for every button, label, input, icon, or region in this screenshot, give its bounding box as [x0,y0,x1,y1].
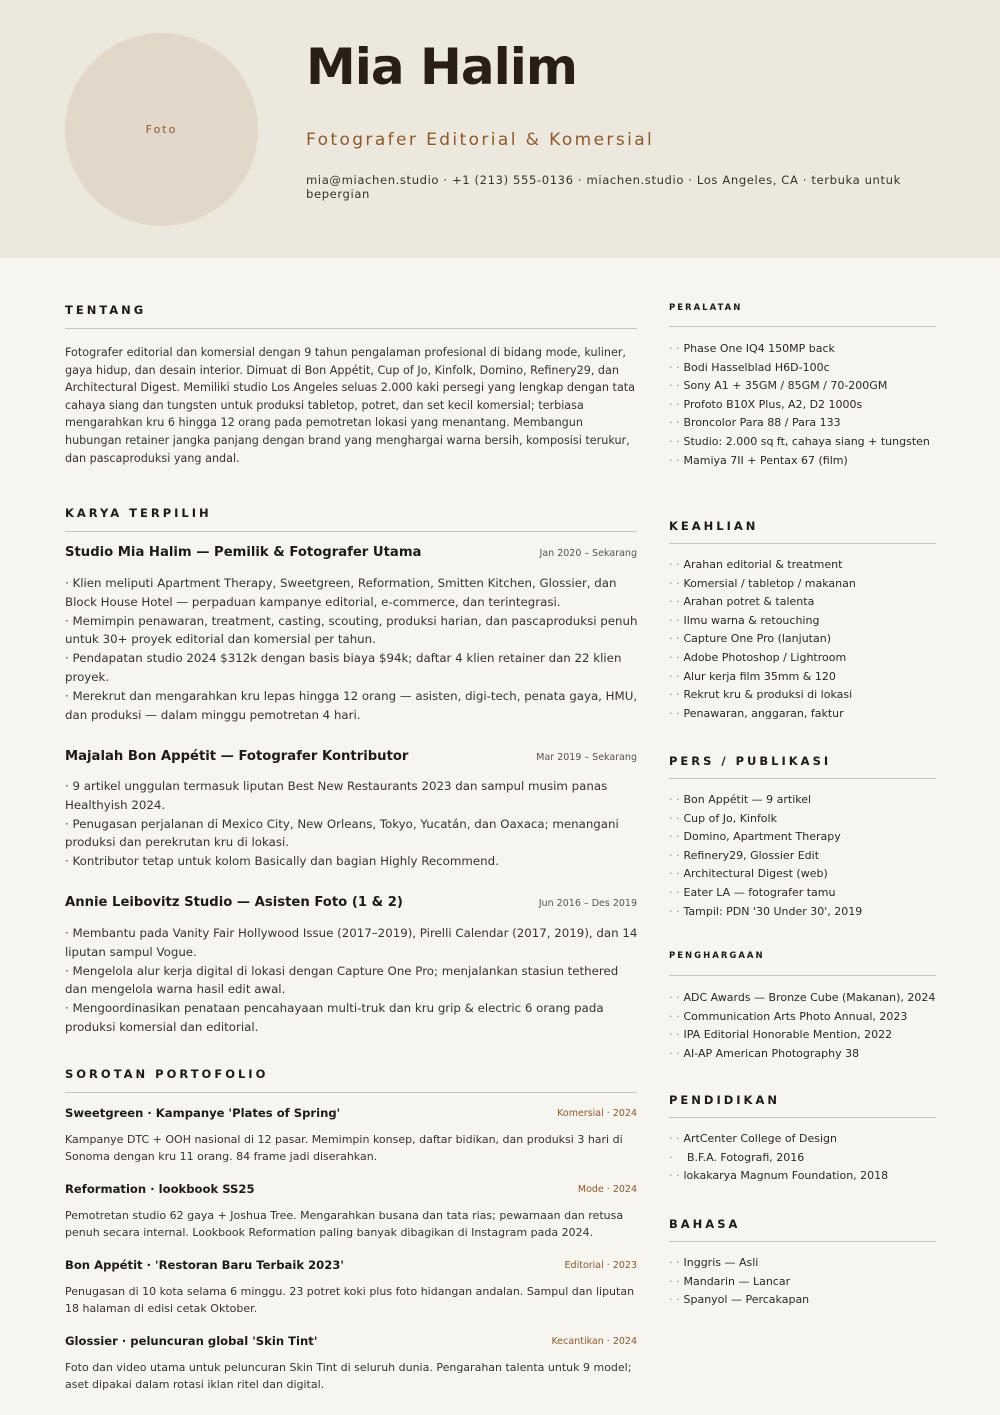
portfolio-item-desc: Foto dan video utama untuk peluncuran Skin Tint di seluruh dunia. Pengarahan talenta untuk 9 model; aset dipakai dalam rotasi iklan ritel dan digital. [65,1361,632,1392]
list-item: · · Arahan potret & talenta [669,595,815,609]
photo-label: Foto [145,123,178,136]
job-entry-1 [65,545,637,565]
awards-divider [669,975,936,976]
skills-title: KEAHLIAN [669,519,759,533]
candidate-name: Mia Halim [306,38,578,96]
candidate-role: Fotografer Editorial & Komersial [306,130,655,150]
awards-list [669,989,937,1063]
languages-list [669,1254,937,1310]
languages-divider [669,1241,936,1242]
list-item: · · Alur kerja film 35mm & 120 [669,669,836,683]
list-item: · · IPA Editorial Honorable Mention, 2022 [669,1028,893,1042]
job-bullets-2 [65,777,639,871]
education-divider [669,1117,936,1118]
resume-header [0,0,1000,258]
portfolio-item-title: Bon Appétit · 'Restoran Baru Terbaik 2023' [65,1258,344,1272]
job-bullets-1 [65,574,639,724]
portfolio-item-desc: Penugasan di 10 kota selama 6 minggu. 23 potret koki plus foto hidangan andalan. Sampul dan liputan 18 halaman di edisi cetak Oktober. [65,1285,635,1316]
job-bullet: · Mengoordinasikan penataan pencahayaan multi-truk dan kru grip & electric 6 orang pada produksi komersial dan editorial. [65,1001,604,1034]
job-bullet: · Mengelola alur kerja digital di lokasi dengan Capture One Pro; menjalankan stasiun tethered dan mengelola warna hasil edit awal. [65,963,619,997]
portfolio-title: SOROTAN PORTOFOLIO [65,1067,269,1081]
about-title: TENTANG [65,303,147,317]
portfolio-item-desc: Pemotretan studio 62 gaya + Joshua Tree. Mengarahkan busana dan tata rias; pewarnaan dan retusa penuh secara internal. Lookbook Reformation paling banyak dibagikan di Instagram pada 2024. [65,1209,624,1240]
job-title: Studio Mia Halim — Pemilik & Fotografer Utama [65,545,422,560]
list-item: · · Communication Arts Photo Annual, 2023 [669,1009,908,1023]
list-item: · · Penawaran, anggaran, faktur [669,706,844,720]
equipment-divider [669,326,936,327]
contact-line: mia@miachen.studio · +1 (213) 555-0136 · miachen.studio · Los Angeles, CA · terbuka untuk bepergian [306,173,901,201]
list-item: · · Komersial / tabletop / makanan [669,576,856,590]
job-bullet: · 9 artikel unggulan termasuk liputan Best New Restaurants 2023 dan sampul musim panas Healthyish 2024. [65,779,608,812]
list-item: · · Tampil: PDN '30 Under 30', 2019 [669,904,863,918]
job-title: Annie Leibovitz Studio — Asisten Foto (1 & 2) [65,895,403,910]
portfolio-divider [65,1092,637,1093]
press-divider [669,778,936,779]
list-item: · · Profoto B10X Plus, A2, D2 1000s [669,397,863,411]
job-date: Jun 2016 – Des 2019 [538,898,637,909]
list-item: · · Spanyol — Percakapan [669,1293,810,1307]
list-item: · · Arahan editorial & treatment [669,558,843,571]
about-text: Fotografer editorial dan komersial dengan 9 tahun pengalaman profesional di bidang mode, kuliner, gaya hidup, dan desain interior. Dimuat di Bon Appétit, Cup of Jo, Kinfolk, Domino, Refinery29, dan Architectural Digest. Memiliki studio Los Angeles seluas 2.000 kaki persegi yang lengkap dengan tata cahaya siang dan tungsten untuk produksi tabletop, potret, dan set kecil komersial; terbiasa mengarahkan kru 6 hingga 12 orang pada pemotretan lokasi yang menantang. Membangun hubungan retainer jangka panjang dengan brand yang menghargai warna bersih, komposisi terukur, dan pascaproduksi yang andal. [65,346,636,465]
job-bullet: · Membantu pada Vanity Fair Hollywood Issue (2017–2019), Pirelli Calendar (2017, 2019), dan 14 liputan sampul Vogue. [65,926,638,959]
list-item: · · AI-AP American Photography 38 [669,1046,860,1060]
press-list [669,791,937,921]
list-item: · · lokakarya Magnum Foundation, 2018 [669,1169,889,1183]
portfolio-item-2 [65,1182,637,1200]
list-item: · · Ilmu warna & retouching [669,613,820,627]
portfolio-item-title: Sweetgreen · Kampanye 'Plates of Spring' [65,1106,341,1120]
list-item: · B.F.A. Fotografi, 2016 [669,1150,805,1164]
work-title: KARYA TERPILIH [65,506,212,520]
job-entry-2 [65,749,637,769]
list-item: · · Domino, Apartment Therapy [669,830,841,844]
press-title: PERS / PUBLIKASI [669,754,832,768]
list-item: · · ADC Awards — Bronze Cube (Makanan), 2024 [669,991,936,1004]
skills-divider [669,543,936,544]
list-item: · · Phase One IQ4 150MP back [669,342,835,355]
portfolio-item-1 [65,1106,637,1124]
job-bullet: · Merekrut dan mengarahkan kru lepas hingga 12 orang — asisten, digi-tech, penata gaya, HMU, dan produksi — dalam minggu pemotretan 4 hari. [65,688,638,722]
job-bullet: · Kontributor tetap untuk kolom Basically dan bagian Highly Recommend. [65,854,499,869]
equipment-list [669,340,937,470]
equipment-title: PERALATAN [669,303,743,313]
list-item: · · Broncolor Para 88 / Para 133 [669,416,841,430]
list-item: · · Capture One Pro (lanjutan) [669,632,831,646]
portfolio-item-4 [65,1334,637,1352]
job-bullets-3 [65,924,639,1037]
portfolio-item-desc: Kampanye DTC + OOH nasional di 12 pasar. Memimpin konsep, daftar bidikan, dan produksi 3 hari di Sonoma dengan kru 11 orang. 84 frame jadi diserahkan. [65,1133,623,1164]
list-item: · · Rekrut kru & produksi di lokasi [669,688,853,702]
list-item: · · Bon Appétit — 9 artikel [669,793,812,806]
job-bullet: · Pendapatan studio 2024 $312k dengan basis biaya $94k; daftar 4 klien retainer dan 22 klien proyek. [65,651,622,684]
portfolio-item-3 [65,1258,637,1276]
portfolio-item-tag: Editorial · 2023 [564,1260,637,1271]
about-divider [65,328,637,329]
awards-title: PENGHARGAAN [669,951,765,961]
portfolio-item-title: Glossier · peluncuran global 'Skin Tint' [65,1334,318,1348]
portfolio-item-tag: Kecantikan · 2024 [551,1336,637,1347]
list-item: · · Cup of Jo, Kinfolk [669,811,777,825]
portfolio-item-tag: Mode · 2024 [577,1184,637,1195]
list-item: · · ArtCenter College of Design [669,1132,837,1145]
list-item: · · Architectural Digest (web) [669,867,828,881]
work-divider [65,531,637,532]
list-item: · · Sony A1 + 35GM / 85GM / 70-200GM [669,379,888,393]
portfolio-item-tag: Komersial · 2024 [557,1108,637,1119]
list-item: · · Adobe Photoshop / Lightroom [669,650,847,664]
education-title: PENDIDIKAN [669,1093,780,1107]
job-bullet: · Penugasan perjalanan di Mexico City, New Orleans, Tokyo, Yucatán, dan Oaxaca; menangani produksi dan perekrutan kru di lokasi. [65,816,619,850]
list-item: · · Inggris — Asli [669,1256,759,1269]
list-item: · · Mandarin — Lancar [669,1274,791,1288]
education-list [669,1130,937,1186]
list-item: · · Eater LA — fotografer tamu [669,885,836,899]
job-title: Majalah Bon Appétit — Fotografer Kontributor [65,749,409,764]
list-item: · · Bodi Hasselblad H6D-100c [669,360,830,374]
skills-list [669,556,937,723]
job-bullet: · Memimpin penawaran, treatment, casting, scouting, produksi harian, dan pascaproduksi penuh untuk 30+ proyek editorial dan komersial per tahun. [65,613,638,647]
list-item: · · Mamiya 7II + Pentax 67 (film) [669,453,848,467]
photo-placeholder [65,33,258,226]
list-item: · · Studio: 2.000 sq ft, cahaya siang + tungsten [669,434,930,448]
portfolio-item-title: Reformation · lookbook SS25 [65,1182,255,1196]
job-date: Mar 2019 – Sekarang [536,752,637,763]
job-entry-3 [65,895,637,915]
languages-title: BAHASA [669,1217,741,1231]
job-bullet: · Klien meliputi Apartment Therapy, Sweetgreen, Reformation, Smitten Kitchen, Glossier, dan Block House Hotel — perpaduan kampanye editorial, e-commerce, dan terintegrasi. [65,576,617,609]
list-item: · · Refinery29, Glossier Edit [669,848,820,862]
job-date: Jan 2020 – Sekarang [539,548,637,559]
